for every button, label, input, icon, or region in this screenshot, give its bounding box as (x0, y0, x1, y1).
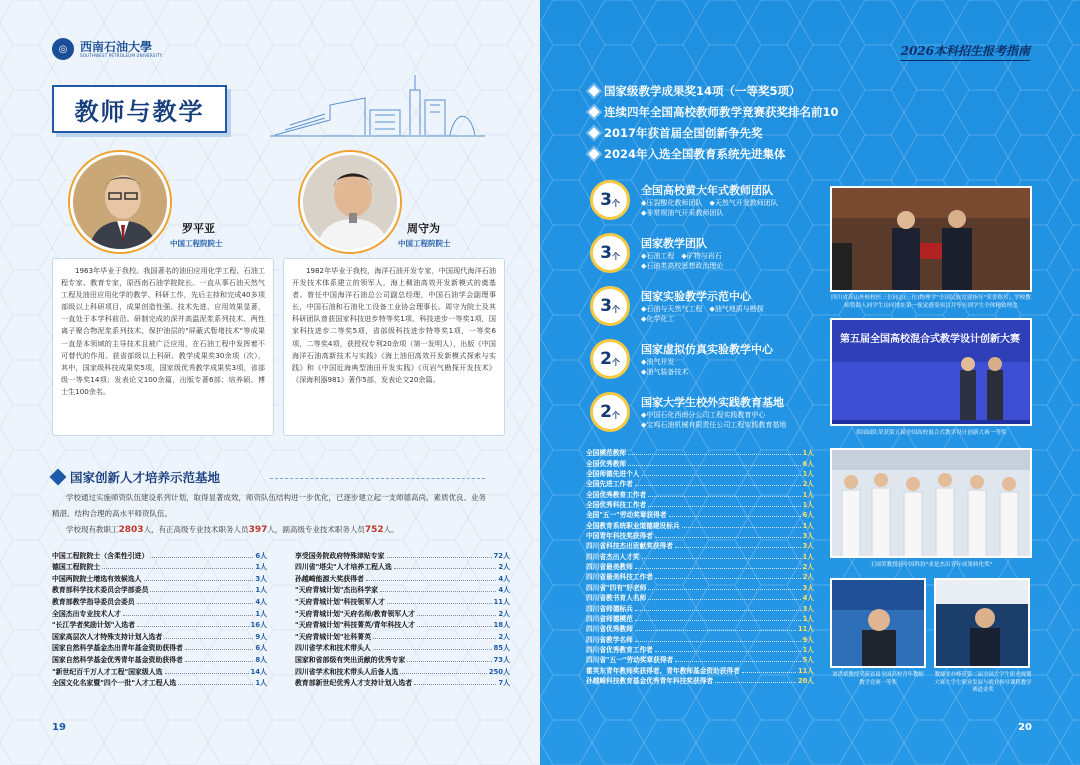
list-item-label: 德国工程院院士 (52, 563, 101, 572)
list-item-label: 全国优秀教师 (586, 459, 627, 468)
leader-dots (715, 682, 796, 683)
team-count-badge (590, 392, 630, 432)
list-item (586, 499, 814, 509)
list-item (295, 641, 510, 653)
team-sub: ◆宝鸡石油机械有限责任公司工程实践教育基地 (641, 421, 787, 429)
leader-dots (185, 661, 253, 662)
list-item-value: 1人 (802, 490, 814, 499)
list-item-label: 国家自然科学基金优秀青年基金资助获得者 (52, 655, 183, 664)
honor-item (590, 122, 839, 143)
vice-total: 752 (364, 525, 384, 535)
leader-dots (642, 558, 801, 559)
right-page (540, 0, 1080, 765)
caption-lab: 王国荣教授获中国科协"求是杰出青年成果转化奖" (869, 562, 993, 568)
list-item (52, 664, 267, 676)
talent-list-b (295, 548, 510, 687)
team-count-unit: 个 (611, 198, 620, 208)
list-item-value: 14人 (250, 667, 267, 676)
list-item-label: 孙越崎科技教育基金优秀青年科技奖获得者 (586, 676, 714, 685)
diamond-bullet-icon (50, 469, 67, 486)
list-item-value: 1人 (802, 521, 814, 530)
team-count: 3 (600, 296, 612, 316)
list-item-label: 国家自然科学基金杰出青年基金资助获得者 (52, 644, 183, 653)
team-sub: ◆石油类高校思想政治理论 (641, 262, 724, 270)
team-count: 2 (600, 402, 612, 422)
list-item-value: 3人 (802, 542, 814, 551)
list-item-value: 9人 (802, 635, 814, 644)
team-item (590, 180, 830, 230)
list-item-value: 16人 (250, 621, 267, 630)
running-head-line (900, 60, 1030, 61)
team-count: 3 (600, 190, 612, 210)
list-item-label: 四川省优秀教师 (586, 625, 633, 634)
photo-ceremony-image (832, 188, 1032, 292)
banner-text: 第五届全国高校混合式教学设计创新大赛 (840, 334, 1020, 345)
list-item-value: 2人 (498, 563, 510, 572)
list-item (586, 644, 814, 654)
leader-dots (144, 580, 254, 581)
university-logo (52, 38, 162, 60)
leader-dots (675, 661, 800, 662)
leader-dots (642, 475, 801, 476)
diamond-bullet-icon (588, 148, 599, 159)
list-item-label: 全国先进工作者 (586, 480, 633, 489)
list-item-value: 2人 (802, 573, 814, 582)
photo-ceremony (830, 186, 1032, 292)
person-name-luo: 罗平亚 (182, 222, 215, 235)
list-item (586, 613, 814, 623)
list-item (586, 509, 814, 519)
list-item-label: 四川省师德模范 (586, 614, 633, 623)
list-item-label: 全国优秀科技工作者 (586, 501, 647, 510)
leader-dots (635, 641, 801, 642)
list-item (52, 560, 267, 572)
photo-contest-image (832, 320, 1032, 426)
list-item-label: 孙越崎能源大奖获得者 (295, 574, 364, 583)
list-item-label: 全国优秀教育工作者 (586, 490, 647, 499)
team-count-badge (590, 180, 630, 220)
list-item-value: 4人 (255, 597, 267, 606)
list-item (586, 571, 814, 581)
team-name: 全国高校黄大年式教师团队 (641, 184, 773, 197)
university-logo-icon: ◎ (52, 38, 74, 60)
list-item (295, 629, 510, 641)
list-item-label: 霍英东青年教师奖获得者、青年教师基金资助获得者 (586, 666, 740, 675)
list-item (586, 478, 814, 488)
leader-dots (137, 603, 254, 604)
list-item-value: 11人 (798, 625, 814, 634)
honor-text: 2024年入选全国教育系统先进集体 (604, 146, 786, 161)
leader-dots (628, 454, 801, 455)
list-item-label: 四川省最美教师 (586, 563, 633, 572)
leader-dots (742, 672, 796, 673)
list-item-value: 4人 (498, 586, 510, 595)
list-item (586, 602, 814, 612)
list-item (295, 606, 510, 618)
list-item-value: 20人 (798, 676, 814, 685)
list-item-value: 72人 (493, 551, 510, 560)
list-item-label: 国家高层次人才特殊支持计划入选者 (52, 632, 163, 641)
list-item-value: 2人 (498, 632, 510, 641)
leader-dots (635, 485, 801, 486)
list-item-value: 11人 (798, 666, 814, 675)
honor-item (590, 101, 839, 122)
list-item-label: 四川省"塔尖"人才培养工程人选 (295, 563, 392, 572)
list-item-label: "长江学者奖励计划"入选者 (52, 621, 135, 630)
team-item (590, 286, 830, 336)
list-item (52, 676, 267, 688)
leader-dots (635, 630, 796, 631)
page-title: 教师与教学 (74, 96, 205, 126)
team-sub: ◆石油与天然气工程 ◆油气地质与勘探 (641, 305, 764, 313)
photo-zhang-image (934, 578, 1030, 668)
talent-list-a (52, 548, 267, 687)
logo-cn: 西南石油大學 (80, 39, 153, 54)
leader-dots (137, 626, 249, 627)
list-item-value: 8人 (255, 655, 267, 664)
list-item-value: 1人 (802, 645, 814, 654)
list-item-value: 1人 (255, 609, 267, 618)
list-item-value: 1人 (802, 501, 814, 510)
honor-text: 国家级教学成果奖14项（一等奖5项） (604, 83, 801, 98)
section-divider (270, 478, 485, 479)
leader-dots (669, 516, 801, 517)
list-item (295, 560, 510, 572)
list-item-value: 2人 (498, 609, 510, 618)
bio-card-zhou (283, 258, 505, 436)
list-item (295, 664, 510, 676)
team-count-badge (590, 233, 630, 273)
diamond-bullet-icon (588, 127, 599, 138)
photo-pair (830, 578, 1032, 693)
list-item-value: 73人 (493, 655, 510, 664)
list-item (586, 623, 814, 633)
list-item (295, 652, 510, 664)
list-item-value: 1人 (802, 614, 814, 623)
list-item (52, 548, 267, 560)
leader-dots (373, 649, 492, 650)
leader-dots (387, 603, 492, 604)
leader-dots (648, 506, 800, 507)
leader-dots (628, 465, 801, 466)
leader-dots (185, 649, 253, 650)
photo-contest (830, 318, 1032, 426)
list-item (52, 629, 267, 641)
team-count-badge (590, 339, 630, 379)
team-sub: ◆油气开发 (641, 358, 675, 366)
base-section-title (52, 468, 220, 486)
list-item-label: 四川省教书育人名师 (586, 594, 647, 603)
list-item (586, 468, 814, 478)
honor-text: 连续四年全国高校教师教学竞赛获奖排名前10 (604, 104, 839, 119)
team-name: 国家实验教学示范中心 (641, 290, 751, 303)
senior-total: 397 (248, 525, 268, 535)
list-item-label: "天府青城计划"社科菁英 (295, 632, 372, 641)
list-item-label: 全国文化名家暨"四个一批"人才工程人选 (52, 679, 177, 688)
team-name: 国家大学生校外实践教育基地 (641, 396, 784, 409)
list-item-label: 全国"五一"劳动奖章获得者 (586, 511, 667, 520)
list-item-label: 四川省学术和技术带头人 (295, 644, 371, 653)
skyline-illustration (270, 70, 490, 140)
bio-card-luo (52, 258, 274, 436)
list-item (586, 675, 814, 685)
list-item-label: 教育部教学指导委员会委员 (52, 597, 135, 606)
page-number-left: 19 (52, 722, 66, 733)
list-item (586, 654, 814, 664)
list-item-label: 全国师德先进个人 (586, 470, 640, 479)
team-name: 国家教学团队 (641, 237, 707, 250)
leader-dots (123, 615, 253, 616)
bio-zhou: 1982年毕业于我校，海洋石油开发专家，中国现代海洋石油开发技术体系建立的领军人，海上稠油高效开发新模式的奠基者。曾任中国海洋石油总公司副总经理，中国石油学会副理事长，中国石油和石油化工设备工业协会理事长。周守为院士及其科研团队曾获国家科技进步特等奖1项、科技进步一等奖1项，国家科技进步二等奖5项，省部级科技进步特等奖1项，一等奖6项，二等奖4项，获授权专利20余项（第一发明人），出版《中国海洋石油高新技术与实践》《海上油田高效开发新模式探索与实践》和《中国近海典型油田开发实践》《页岩气勘探开发技术》《深海利器981》著作5部，发表论文20余篇。 (292, 266, 496, 384)
photo-lab (830, 448, 1032, 558)
bio-luo: 1963年毕业于我校。我国著名的油田应用化学工程、石油工程专家、教育专家，原西南石油学院院长。一直从事石油天然气工程及油田应用化学的教学、科研工作，先后主持和完成40多项部级以上科研项目，成果创造性强、技术先进、应用效果显著，一直处于本学科前沿。研制完成的深井高温泥浆系列技术、两性离子聚合物泥浆系列技术、保护油层的"屏蔽式暂堵技术"等成果一直是本领域的主导技术且被广泛应用，在石油工程中发挥着不可替代的作用。获省部级以上科研、教学成果奖30余项（次），其中，国家级科技成果奖5项，国家级优秀教学成果奖3项，省部级一等奖14项；发表论文100余篇，出版专著6部；培养硕、博士生100余名。 (61, 266, 265, 396)
list-item-label: 四川省最美科技工作者 (586, 573, 653, 582)
leader-dots (394, 568, 497, 569)
intro-para-2: 学校现有教职工2803人，有正高级专业技术职务人员397人，副高级专业技术职务人员752人。 (66, 525, 399, 535)
list-item (295, 618, 510, 630)
list-item-value: 1人 (255, 679, 267, 688)
leader-dots (164, 638, 253, 639)
honor-item (590, 143, 839, 164)
leader-dots (380, 591, 496, 592)
running-head: 2026本科招生报考指南 (900, 44, 1030, 58)
team-sub: ◆压裂酸化教师团队 ◆天然气开发教师团队 (641, 199, 778, 207)
leader-dots (635, 620, 801, 621)
leader-dots (648, 496, 800, 497)
team-item (590, 392, 830, 442)
list-item (586, 581, 814, 591)
leader-dots (682, 527, 801, 528)
list-item-label: 四川省科技杰出贡献奖获得者 (586, 542, 673, 551)
list-item-value: 6人 (802, 459, 814, 468)
leader-dots (102, 568, 253, 569)
list-item-value: 1人 (255, 586, 267, 595)
list-item (52, 583, 267, 595)
team-item (590, 233, 830, 283)
list-item (586, 457, 814, 467)
leader-dots (648, 589, 800, 590)
person-name-zhou: 周守为 (407, 222, 440, 235)
team-count-unit: 个 (611, 251, 620, 261)
leader-dots (366, 580, 496, 581)
leader-dots (387, 557, 492, 558)
photo-lab-image (832, 450, 1032, 558)
diamond-bullet-icon (588, 106, 599, 117)
list-item (52, 594, 267, 606)
list-item-value: 2人 (802, 563, 814, 572)
list-item-label: "天府青城计划"天府名师/教育领军人才 (295, 609, 415, 618)
list-item (586, 540, 814, 550)
list-item (295, 594, 510, 606)
list-item-label: 全国教育系统职业道德建设标兵 (586, 521, 680, 530)
leader-dots (417, 615, 496, 616)
leader-dots (417, 626, 492, 627)
list-item-value: 3人 (802, 583, 814, 592)
list-item-value: 6人 (255, 644, 267, 653)
list-item-label: 四川省"四有"好老师 (586, 583, 647, 592)
caption-ceremony: 四川省苏山外校校医三位同志(三位)物理学"全国民族党建指导"荣誉称号，学校教师赞助人同学生访问地址第一视觉感受项目并等应到学生全体精致理念 (831, 295, 1031, 309)
leader-dots (635, 568, 801, 569)
leader-dots (150, 591, 253, 592)
honor-item (590, 80, 839, 101)
logo-en: SOUTHWEST PETROLEUM UNIVERSITY (80, 52, 163, 58)
list-item-label: 四川省优秀教育工作者 (586, 645, 653, 654)
intro-para-1: 学校通过实施师资队伍建设系列计划，取得显著成效，师资队伍结构进一步优化，已逐步建立起一支师德高尚、素质优良、业务精湛、结构合理的高水平师资队伍。 (52, 493, 486, 518)
staff-total: 2803 (118, 525, 144, 535)
list-item-value: 250人 (488, 667, 510, 676)
list-item-label: 中国工程院院士（含柔性引进） (52, 551, 149, 560)
list-item-label: 教育部新世纪优秀人才支持计划入选者 (295, 679, 413, 688)
leader-dots (373, 638, 496, 639)
leader-dots (178, 684, 253, 685)
team-sub: ◆中国石化西南分公司工程实践教育中心 (641, 411, 766, 419)
team-count-badge (590, 286, 630, 326)
list-item-value: 11人 (493, 597, 510, 606)
list-item-label: 教育部科学技术委员会学部委员 (52, 586, 149, 595)
team-count: 2 (600, 349, 612, 369)
list-item (586, 561, 814, 571)
portrait-luo (70, 152, 170, 252)
team-item (590, 339, 830, 389)
list-item-label: 四川省"五一"劳动奖章获得者 (586, 656, 674, 665)
list-item (295, 583, 510, 595)
list-item (295, 676, 510, 688)
list-item (586, 519, 814, 529)
list-item (52, 652, 267, 664)
list-item-value: 3人 (802, 532, 814, 541)
list-item-value: 6人 (255, 551, 267, 560)
caption-contest: 邓园园队荣获第五届全国高校混合式教学设计创新大赛一等奖 (855, 430, 1007, 436)
team-count-unit: 个 (611, 304, 620, 314)
list-item-value: 1人 (255, 563, 267, 572)
list-item (586, 488, 814, 498)
team-sub: ◆非常规油气开采教师团队 (641, 209, 724, 217)
leader-dots (635, 610, 801, 611)
list-item-value: 5人 (802, 656, 814, 665)
list-item-value: 3人 (255, 574, 267, 583)
list-item (295, 548, 510, 560)
intro-text (52, 490, 488, 538)
team-sub: ◆石油工程 ◆矿物与岩石 (641, 252, 722, 260)
leader-dots (414, 684, 496, 685)
list-item-label: 享受国务院政府特殊津贴专家 (295, 551, 385, 560)
leader-dots (400, 673, 486, 674)
list-item-label: 全国杰出专业技术人才 (52, 609, 121, 618)
caption-zhang: 教师张亦峰获第二届全国大学生职业规划大赛大学生职业发展与就业指导课程教学赛道金奖 (934, 672, 1032, 693)
list-item-value: 85人 (493, 644, 510, 653)
leader-dots (150, 557, 253, 558)
section-title-box (52, 85, 227, 133)
leader-dots (648, 599, 800, 600)
list-item (586, 530, 814, 540)
diamond-bullet-icon (588, 85, 599, 96)
list-item-value: 1人 (802, 449, 814, 458)
page-number-right: 20 (1018, 722, 1032, 733)
list-item (586, 633, 814, 643)
photo-liu-image (830, 578, 926, 668)
list-item (586, 592, 814, 602)
leader-dots (165, 673, 249, 674)
list-item-value: 1人 (802, 552, 814, 561)
leader-dots (655, 651, 801, 652)
list-item-label: 中国两院院士增选有效候选人 (52, 574, 142, 583)
list-item-label: "新世纪百千万人才工程"国家级人选 (52, 667, 163, 676)
list-item (52, 606, 267, 618)
honor-text: 2017年获首届全国创新争先奖 (604, 125, 763, 140)
award-list (586, 447, 814, 685)
team-count-unit: 个 (611, 410, 620, 420)
list-item-label: "天府青城计划"科技领军人才 (295, 597, 385, 606)
list-item-label: 全国模范教师 (586, 449, 627, 458)
list-item-value: 18人 (493, 621, 510, 630)
person-title-zhou: 中国工程院院士 (398, 239, 451, 248)
list-item-value: 4人 (498, 574, 510, 583)
honor-list (590, 80, 839, 164)
team-name: 国家虚拟仿真实验教学中心 (641, 343, 773, 356)
list-item-value: 7人 (498, 679, 510, 688)
list-item (52, 571, 267, 583)
list-item-value: 2人 (802, 480, 814, 489)
list-item-label: 四川省学术和技术带头人后备人选 (295, 667, 399, 676)
leader-dots (655, 537, 801, 538)
list-item-value: 1人 (802, 470, 814, 479)
list-item-label: 中国青年科技奖获得者 (586, 532, 653, 541)
list-item-label: "天府青城计划"科技菁英/青年科技人才 (295, 621, 415, 630)
list-item (52, 641, 267, 653)
team-count: 3 (600, 243, 612, 263)
leader-dots (675, 547, 801, 548)
team-sub: ◆油气装备技术 (641, 368, 689, 376)
list-item-value: 3人 (802, 604, 814, 613)
list-item-label: 国家和省部级有突出贡献的优秀专家 (295, 655, 406, 664)
list-item (586, 550, 814, 560)
list-item (586, 664, 814, 674)
leader-dots (655, 578, 801, 579)
list-item-value: 4人 (802, 594, 814, 603)
list-item (295, 571, 510, 583)
list-item (586, 447, 814, 457)
list-item-label: 四川省教学名师 (586, 635, 633, 644)
person-title-luo: 中国工程院院士 (170, 239, 223, 248)
list-item-label: 四川省杰出人才奖 (586, 552, 640, 561)
list-item-label: 四川省师德标兵 (586, 604, 633, 613)
list-item-value: 9人 (255, 632, 267, 641)
list-item-label: "天府青城计划"杰出科学家 (295, 586, 378, 595)
team-count-unit: 个 (611, 357, 620, 367)
list-item-value: 6人 (802, 511, 814, 520)
team-sub: ◆化学化工 (641, 315, 675, 323)
leader-dots (407, 661, 491, 662)
portrait-zhou (300, 152, 400, 252)
list-item (52, 618, 267, 630)
base-title: 国家创新人才培养示范基地 (70, 470, 221, 485)
caption-liu: 刘洪斌教授荣获首届全国高校青年教师教学竞赛一等奖 (832, 672, 924, 686)
